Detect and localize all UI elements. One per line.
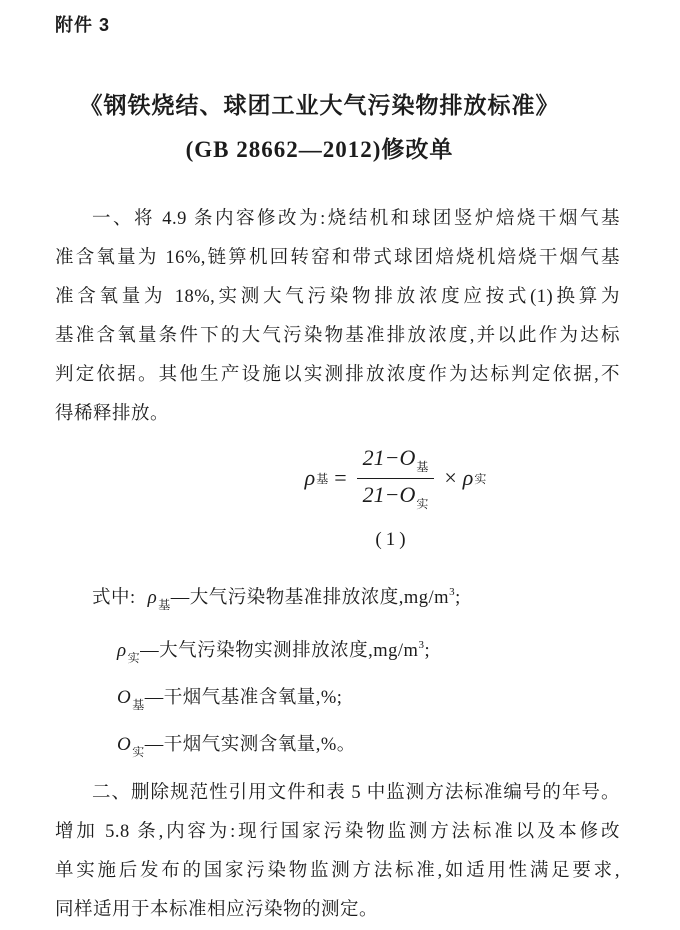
definition-symbol: ρ	[147, 587, 158, 608]
definition-row-rho-measured	[55, 625, 620, 678]
section-two-line-4: 同样适用于本标准相应污染物的测定。	[55, 900, 379, 920]
section-two-line-1: 二、删除规范性引用文件和表 5 中监测方法标准编号的年号。	[92, 783, 620, 803]
section-one-line-1: 一、将 4.9 条内容修改为:烧结机和球团竖炉焙烧干烟气基	[92, 209, 620, 229]
section-two-line-2: 增加 5.8 条,内容为:现行国家污染物监测方法标准以及本修改	[55, 822, 620, 842]
definition-subscript: 实	[132, 745, 145, 759]
definition-row-oxygen-measured	[55, 725, 620, 772]
formula-rhs-symbol: ρ	[462, 465, 474, 490]
document-title-line-1: 《钢铁烧结、球团工业大气污染物排放标准》	[79, 93, 560, 118]
definition-subscript: 基	[158, 598, 171, 612]
formula-numerator	[357, 445, 435, 478]
definition-row-rho-base	[55, 572, 620, 625]
definition-symbol: O	[117, 734, 132, 755]
definition-superscript: 3	[449, 586, 456, 598]
section-two-line-3: 单实施后发布的国家污染物监测方法标准,如适用性满足要求,	[55, 861, 620, 881]
definition-description: —干烟气实测含氧量,%。	[144, 735, 356, 755]
formula-numerator-text: 21−O	[362, 444, 416, 470]
definition-description: —干烟气基准含氧量,%;	[144, 688, 343, 708]
section-one-line-3: 准含氧量为 18%,实测大气污染物排放浓度应按式(1)换算为	[55, 287, 620, 307]
section-one-line-5: 判定依据。其他生产设施以实测排放浓度作为达标判定依据,不	[55, 365, 620, 385]
section-one-paragraph	[55, 200, 620, 434]
section-one-line-6: 得稀释排放。	[55, 404, 170, 424]
document-title-line-2: (GB 28662—2012)修改单	[185, 137, 454, 162]
definition-tail: ;	[424, 641, 431, 661]
definition-symbol: ρ	[117, 640, 127, 661]
definition-subscript: 基	[132, 698, 145, 712]
definition-tail: ;	[455, 588, 461, 608]
definition-description: —大气污染物实测排放浓度,mg/m	[140, 641, 419, 661]
document-title	[37, 84, 602, 172]
attachment-label: 附件 3	[55, 15, 111, 35]
conversion-formula	[113, 446, 678, 510]
definition-symbol: O	[117, 687, 132, 708]
formula-equals-sign: =	[334, 465, 347, 490]
formula-lhs-symbol: ρ	[304, 465, 316, 490]
symbol-definitions	[55, 572, 620, 772]
definition-row-oxygen-base	[55, 678, 620, 725]
definitions-lead: 式中:	[92, 588, 136, 608]
equation-number: (1)	[375, 529, 410, 550]
formula-lhs-subscript: 基	[316, 471, 329, 486]
section-two-paragraph	[55, 774, 620, 930]
formula-numerator-subscript: 基	[416, 459, 429, 474]
formula-denominator	[357, 478, 435, 512]
formula-rhs-subscript: 实	[474, 471, 487, 486]
formula-multiply-sign: ×	[444, 465, 457, 490]
definition-description: —大气污染物基准排放浓度,mg/m	[170, 588, 450, 608]
formula-fraction	[357, 445, 435, 512]
formula-denominator-subscript: 实	[416, 496, 429, 511]
section-one-line-2: 准含氧量为 16%,链箅机回转窑和带式球团焙烧机焙烧干烟气基	[55, 248, 620, 268]
definition-superscript: 3	[418, 639, 425, 651]
formula-denominator-text: 21−O	[362, 481, 416, 507]
definition-subscript: 实	[127, 651, 141, 665]
section-one-line-4: 基准含氧量条件下的大气污染物基准排放浓度,并以此作为达标	[55, 326, 620, 346]
